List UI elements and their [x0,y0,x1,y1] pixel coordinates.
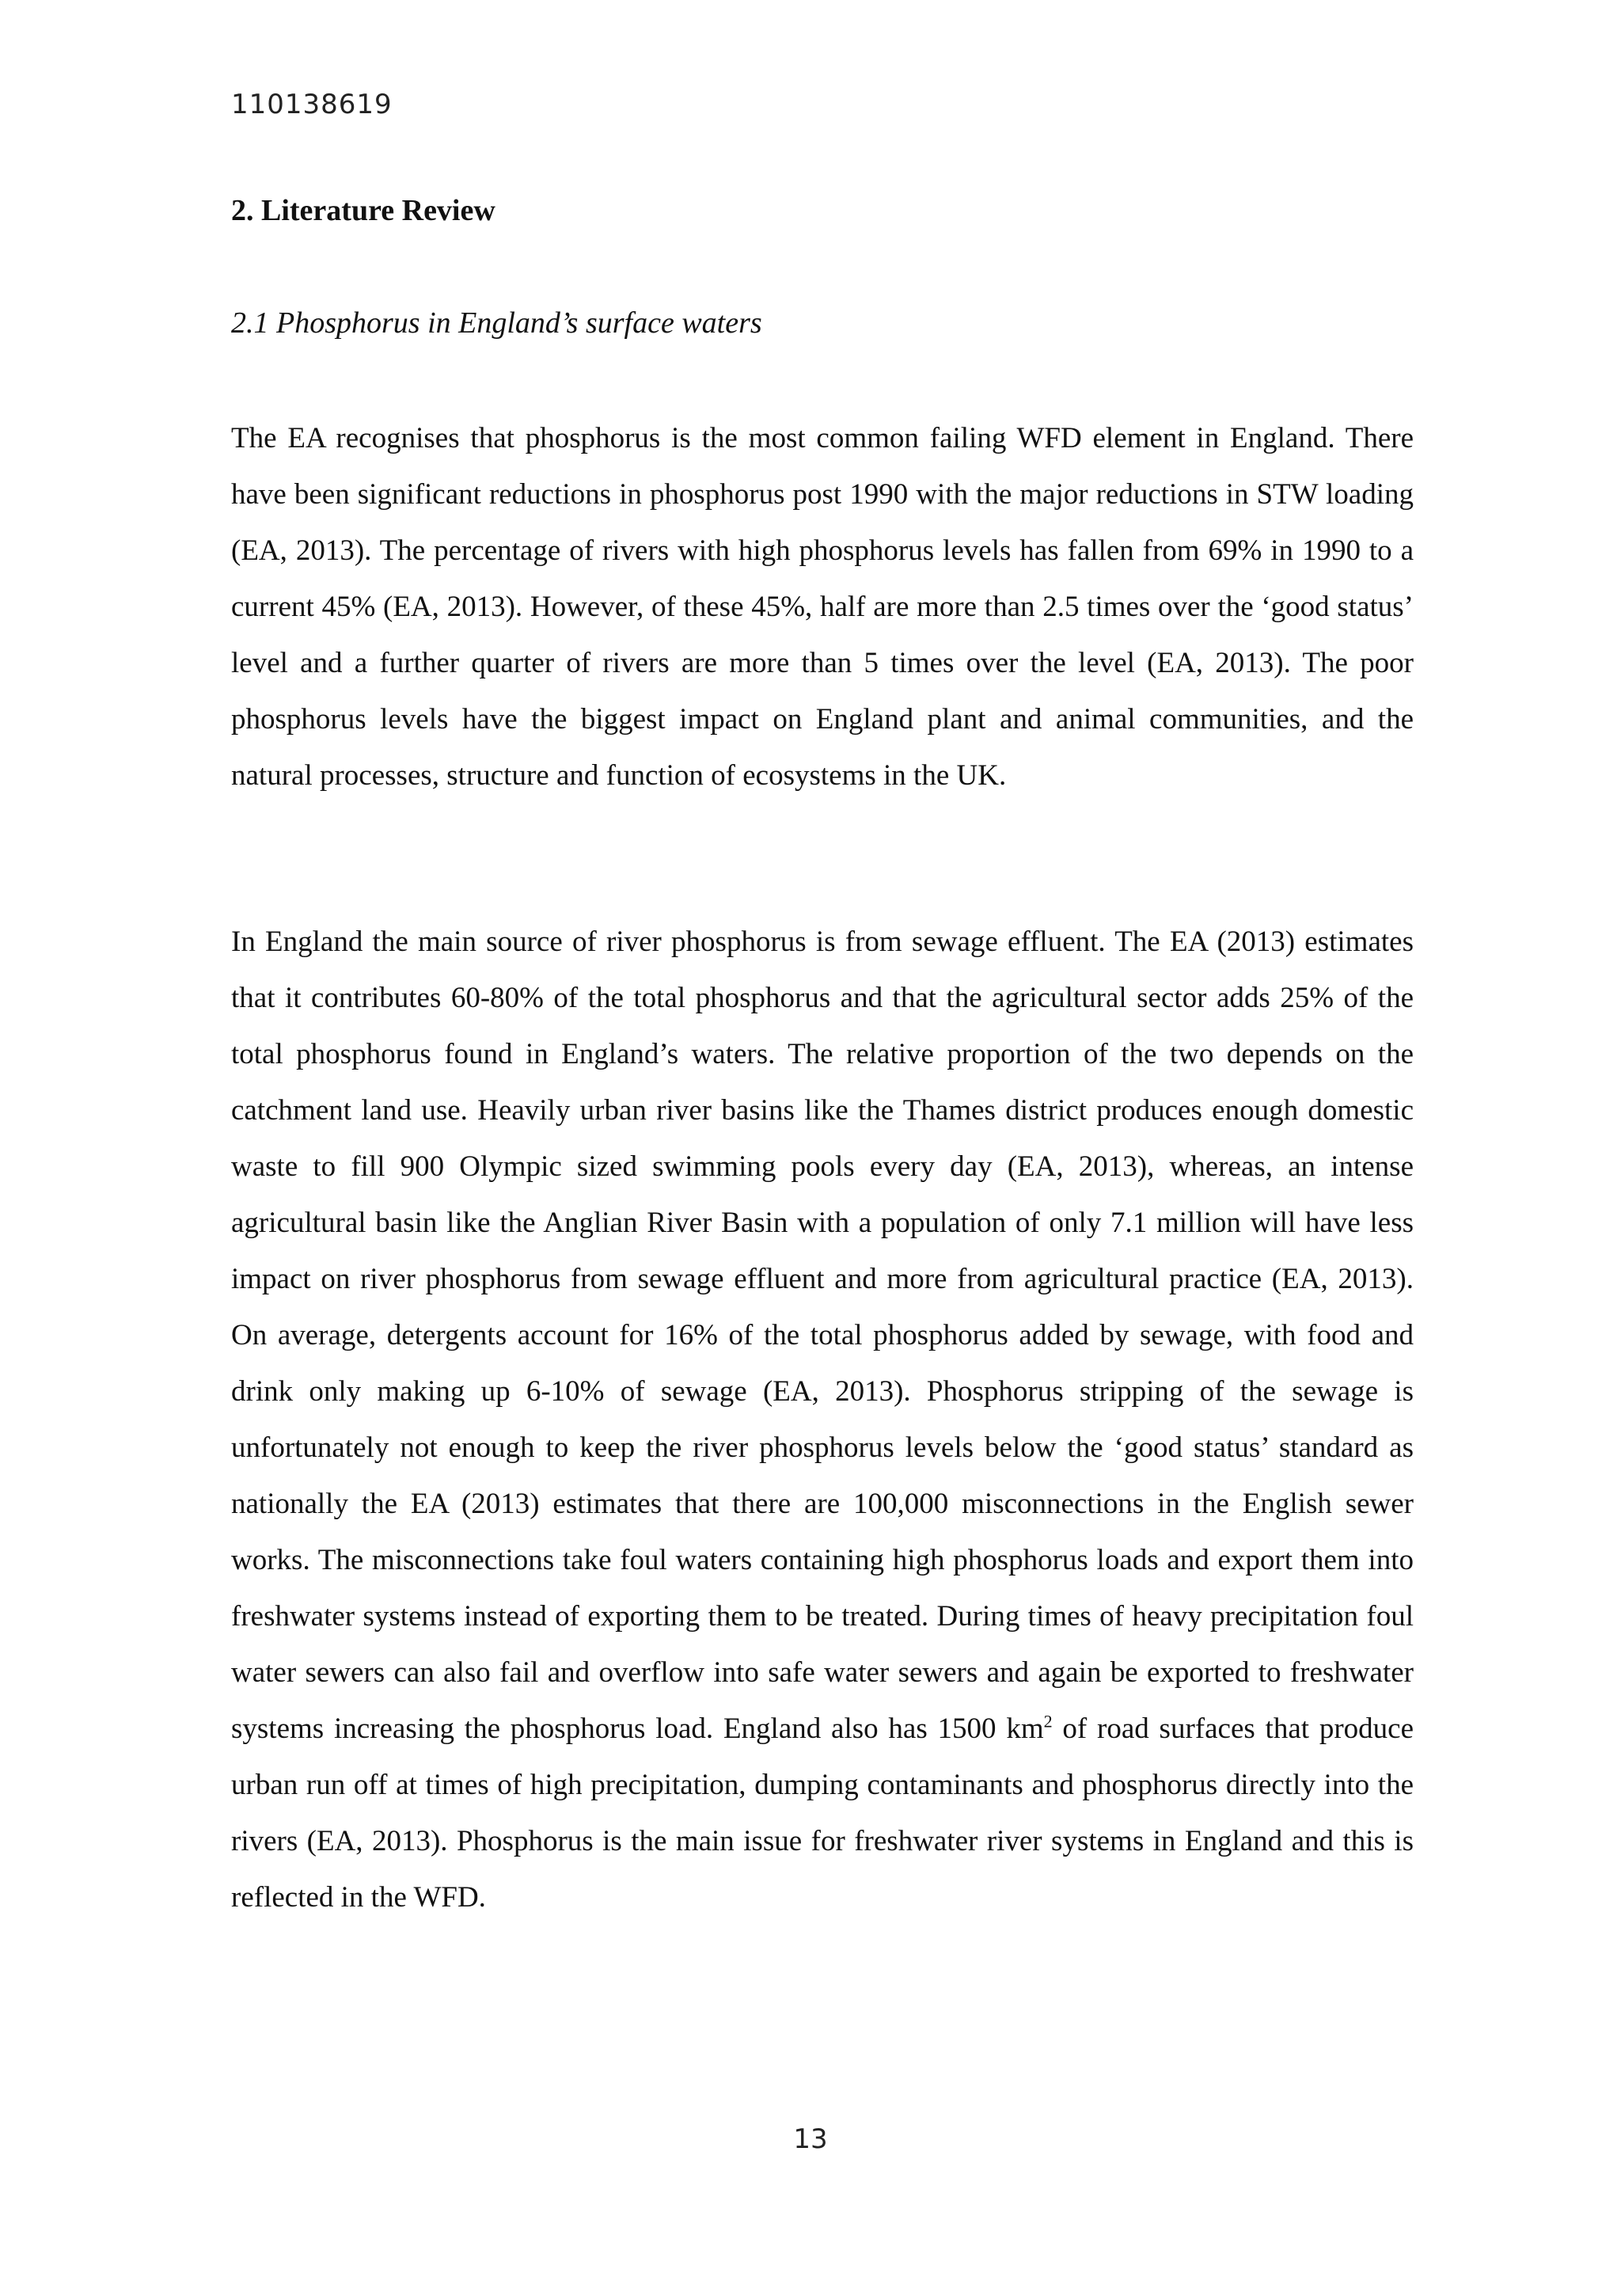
chapter-heading: 2. Literature Review [231,194,495,227]
paragraph-2-text-end: of road surfaces that produce urban run off at times of high precipitation, dumping contaminants and phosphorus directly into the rivers (EA, 2013). Phosphorus is the main issue for freshwater river systems in England and this is reflected in the WFD. [231,1712,1414,1914]
document-id: 110138619 [231,89,393,120]
body-paragraph-1: The EA recognises that phosphorus is the most common failing WFD element in England. There have been significant reductions in phosphorus post 1990 with the major reductions in STW loading (EA, 2013). The percentage of rivers with high phosphorus levels has fallen from 69% in 1990 to a current 45% (EA, 2013). However, of these 45%, half are more than 2.5 times over the ‘good status’ level and a further quarter of rivers are more than 5 times over the level (EA, 2013). The poor phosphorus levels have the biggest impact on England plant and animal communities, and the natural processes, structure and function of ecosystems in the UK. [231,422,1414,792]
page-number: 13 [793,2123,828,2155]
section-heading: 2.1 Phosphorus in England’s surface waters [231,306,762,340]
square-kilometre-superscript: 2 [1043,1711,1053,1732]
paragraph-2-text-start: In England the main source of river phosphorus is from sewage effluent. The EA (2013) estimates that it contributes 60-80% of the total phosphorus and that the agricultural sector adds 25% of the total phosphorus found in England’s waters. The relative proportion of the two depends on the catchment land use. Heavily urban river basins like the Thames district produces enough domestic waste to fill 900 Olympic sized swimming pools every day (EA, 2013), whereas, an intense agricultural basin like the Anglian River Basin with a population of only 7.1 million will have less impact on river phosphorus from sewage effluent and more from agricultural practice (EA, 2013). On average, detergents account for 16% of the total phosphorus added by sewage, with food and drink only making up 6-10% of sewage (EA, 2013). Phosphorus stripping of the sewage is unfortunately not enough to keep the river phosphorus levels below the ‘good status’ standard as nationally the EA (2013) estimates that there are 100,000 misconnections in the English sewer works. The misconnections take foul waters containing high phosphorus loads and export them into freshwater systems instead of exporting them to be treated. During times of heavy precipitation foul water sewers can also fail and overflow into safe water sewers and again be exported to freshwater systems increasing the phosphorus load. England also has 1500 km [231,926,1414,1745]
body-paragraph-2 [231,914,1414,1925]
